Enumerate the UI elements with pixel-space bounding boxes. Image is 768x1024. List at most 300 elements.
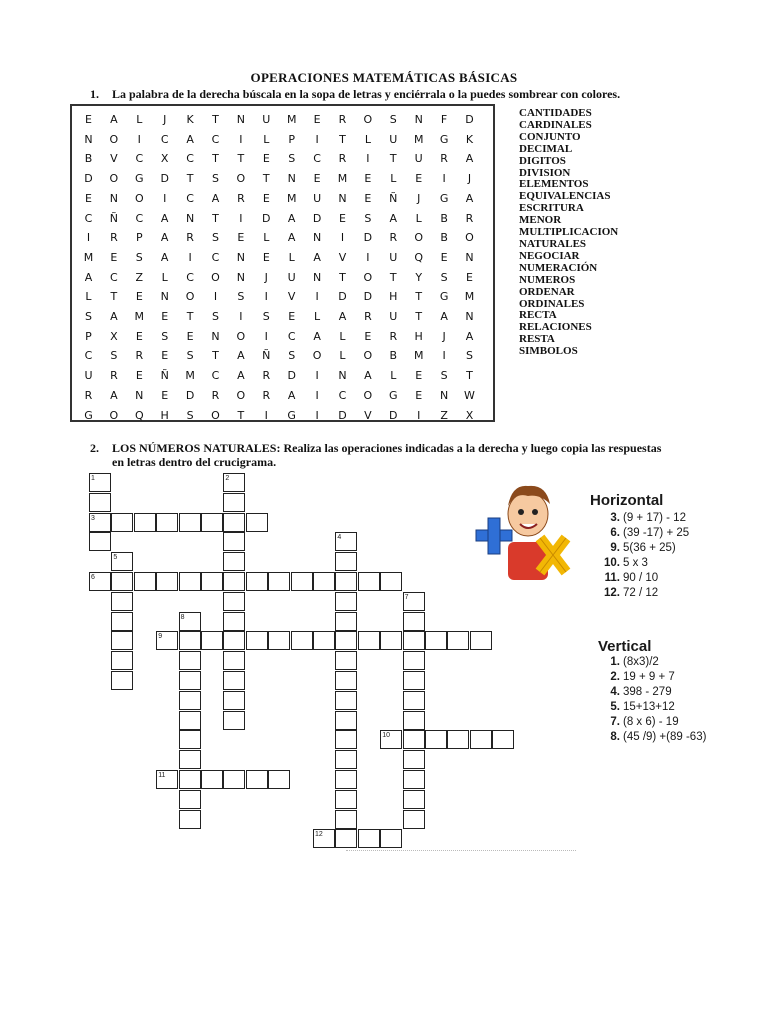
word-search-letter[interactable]: E — [161, 388, 170, 402]
word-search-letter[interactable]: L — [263, 231, 271, 245]
crossword-cell[interactable] — [111, 612, 133, 631]
crossword-cell[interactable] — [470, 730, 492, 749]
word-search-letter[interactable]: I — [442, 349, 447, 363]
crossword-cell[interactable] — [246, 631, 268, 650]
word-search-letter[interactable]: C — [287, 329, 297, 343]
crossword-cell[interactable] — [223, 612, 245, 631]
crossword-cell[interactable] — [201, 513, 223, 532]
word-search-letter[interactable]: S — [364, 211, 373, 225]
word-search-letter[interactable]: O — [363, 388, 374, 402]
word-search-letter[interactable]: D — [262, 211, 272, 225]
word-search-letter[interactable]: U — [414, 152, 424, 166]
word-search-letter[interactable]: S — [110, 349, 119, 363]
word-search-letter[interactable]: I — [340, 231, 346, 245]
word-search-letter[interactable]: C — [84, 349, 94, 363]
crossword-cell[interactable] — [134, 513, 156, 532]
crossword-cell[interactable] — [223, 711, 245, 730]
word-search-letter[interactable]: Z — [440, 408, 449, 422]
word-search-letter[interactable]: T — [212, 211, 220, 225]
word-search-letter[interactable]: P — [85, 329, 93, 343]
word-search-letter[interactable]: D — [465, 113, 475, 126]
word-search-letter[interactable]: S — [440, 369, 449, 383]
crossword-cell[interactable] — [111, 631, 133, 650]
word-search-letter[interactable]: M — [464, 290, 476, 304]
crossword-cell[interactable] — [335, 730, 357, 749]
crossword-cell[interactable] — [223, 691, 245, 710]
word-search-letter[interactable]: D — [363, 231, 374, 245]
crossword-cell[interactable] — [335, 651, 357, 670]
crossword-cell[interactable] — [201, 631, 223, 650]
word-search-letter[interactable]: A — [313, 250, 322, 264]
word-search-letter[interactable]: B — [389, 349, 399, 363]
word-search-letter[interactable]: U — [313, 191, 323, 205]
word-search-letter[interactable]: G — [439, 132, 450, 146]
word-search-letter[interactable]: D — [160, 172, 170, 186]
crossword-cell[interactable] — [111, 651, 133, 670]
word-search-letter[interactable]: C — [211, 250, 221, 264]
word-search-letter[interactable]: M — [337, 172, 349, 186]
word-search-letter[interactable]: S — [161, 329, 170, 343]
word-search-letter[interactable]: B — [84, 152, 94, 166]
word-search-letter[interactable]: E — [313, 113, 322, 126]
word-search-letter[interactable]: Ñ — [160, 369, 170, 383]
word-search-letter[interactable]: R — [110, 369, 119, 383]
word-search-letter[interactable]: L — [339, 329, 347, 343]
word-search-letter[interactable]: N — [465, 310, 475, 323]
crossword-cell[interactable] — [403, 750, 425, 769]
word-search-letter[interactable]: N — [236, 270, 246, 284]
crossword-cell[interactable] — [335, 691, 357, 710]
crossword-cell[interactable] — [156, 513, 178, 532]
word-search-letter[interactable]: E — [161, 349, 170, 363]
word-search-letter[interactable]: R — [262, 369, 272, 383]
word-search-letter[interactable]: O — [236, 388, 247, 402]
crossword-cell[interactable] — [223, 572, 245, 591]
word-search-letter[interactable]: G — [439, 191, 450, 205]
word-search-letter[interactable]: C — [211, 132, 221, 146]
word-search-letter[interactable]: B — [440, 211, 449, 225]
word-search-letter[interactable]: I — [86, 231, 92, 245]
crossword-cell[interactable] — [179, 730, 201, 749]
crossword-cell[interactable] — [403, 790, 425, 809]
word-search-letter[interactable]: X — [160, 152, 170, 166]
crossword-cell[interactable] — [403, 730, 425, 749]
crossword-cell[interactable] — [492, 730, 514, 749]
crossword-cell[interactable] — [403, 770, 425, 789]
crossword-cell[interactable] — [380, 572, 402, 591]
word-search-letter[interactable]: E — [364, 329, 373, 343]
word-search-letter[interactable]: S — [288, 349, 297, 363]
word-search-letter[interactable]: V — [110, 152, 119, 166]
crossword-cell[interactable] — [403, 671, 425, 690]
crossword-cell[interactable] — [403, 691, 425, 710]
crossword-cell[interactable] — [380, 631, 402, 650]
word-search-letter[interactable]: N — [439, 388, 450, 402]
word-search-letter[interactable]: E — [415, 369, 424, 383]
word-search-letter[interactable]: S — [262, 310, 271, 323]
crossword-cell[interactable] — [246, 513, 268, 532]
word-search-letter[interactable]: R — [338, 152, 348, 166]
word-search-letter[interactable]: Ñ — [389, 191, 399, 205]
crossword-cell[interactable] — [201, 770, 223, 789]
word-search-letter[interactable]: O — [312, 349, 323, 363]
crossword-cell[interactable] — [403, 612, 425, 631]
word-search-letter[interactable]: I — [264, 290, 269, 304]
word-search-letter[interactable]: B — [440, 231, 449, 245]
crossword-cell[interactable] — [223, 631, 245, 650]
crossword-cell[interactable] — [179, 671, 201, 690]
word-search-letter[interactable]: A — [313, 329, 322, 343]
word-search-letter[interactable]: C — [110, 270, 119, 284]
word-search-letter[interactable]: I — [315, 369, 320, 383]
word-search-letter[interactable]: E — [288, 310, 297, 323]
word-search-letter[interactable]: G — [389, 388, 399, 402]
word-search-letter[interactable]: A — [110, 310, 119, 323]
word-search-letter[interactable]: D — [84, 172, 94, 186]
word-search-letter[interactable]: L — [136, 113, 144, 126]
word-search-letter[interactable]: L — [339, 349, 347, 363]
word-search-letter[interactable]: Q — [134, 408, 145, 422]
word-search-letter[interactable]: Ñ — [262, 349, 272, 363]
crossword-cell[interactable] — [156, 572, 178, 591]
word-search-letter[interactable]: N — [135, 388, 145, 402]
word-search-letter[interactable]: I — [264, 408, 269, 422]
word-search-letter[interactable]: S — [237, 290, 246, 304]
word-search-letter[interactable]: G — [84, 408, 94, 422]
word-search-letter[interactable]: A — [160, 250, 170, 264]
word-search-letter[interactable]: D — [185, 388, 196, 402]
word-search-letter[interactable]: E — [262, 152, 271, 166]
word-search-letter[interactable]: E — [415, 388, 424, 402]
crossword-cell[interactable] — [111, 513, 133, 532]
word-search-letter[interactable]: G — [287, 408, 297, 422]
crossword-cell[interactable] — [335, 631, 357, 650]
word-search-letter[interactable]: R — [389, 329, 399, 343]
crossword-cell[interactable] — [89, 532, 111, 551]
word-search-letter[interactable]: O — [465, 231, 475, 245]
word-search-letter[interactable]: L — [364, 132, 372, 146]
crossword-cell[interactable] — [111, 572, 133, 591]
word-search-letter[interactable]: M — [413, 349, 425, 363]
word-search-letter[interactable]: D — [338, 408, 348, 422]
word-search-letter[interactable]: J — [442, 329, 447, 343]
word-search-letter[interactable]: L — [288, 250, 296, 264]
word-search-letter[interactable]: O — [109, 132, 120, 146]
word-search-letter[interactable]: E — [135, 290, 144, 304]
crossword-cell[interactable] — [291, 572, 313, 591]
word-search-letter[interactable]: A — [211, 191, 221, 205]
word-search-letter[interactable]: H — [414, 329, 424, 343]
word-search-letter[interactable]: D — [312, 211, 323, 225]
word-search-letter[interactable]: C — [211, 369, 221, 383]
crossword-cell[interactable] — [223, 532, 245, 551]
word-search-letter[interactable]: R — [237, 191, 246, 205]
word-search-letter[interactable]: W — [464, 388, 476, 402]
crossword-cell[interactable] — [223, 671, 245, 690]
word-search-letter[interactable]: T — [110, 290, 119, 304]
crossword-cell[interactable] — [403, 711, 425, 730]
word-search-letter[interactable]: Ñ — [109, 211, 119, 225]
word-search-letter[interactable]: I — [366, 152, 371, 166]
word-search-letter[interactable]: N — [160, 290, 170, 304]
word-search-letter[interactable]: I — [315, 388, 320, 402]
word-search-letter[interactable]: R — [211, 388, 221, 402]
word-search-letter[interactable]: J — [467, 172, 473, 186]
word-search-letter[interactable]: I — [366, 250, 371, 264]
crossword-cell[interactable] — [335, 770, 357, 789]
word-search-letter[interactable]: I — [315, 132, 320, 146]
crossword-cell[interactable] — [111, 671, 133, 690]
word-search-letter[interactable]: N — [338, 191, 348, 205]
crossword-cell[interactable] — [335, 810, 357, 829]
word-search-letter[interactable]: C — [84, 211, 94, 225]
crossword-cell[interactable] — [268, 770, 290, 789]
word-search-letter[interactable]: P — [288, 132, 296, 146]
word-search-letter[interactable]: S — [288, 152, 297, 166]
word-search-letter[interactable]: L — [85, 290, 93, 304]
word-search-letter[interactable]: T — [389, 270, 398, 284]
word-search-letter[interactable]: A — [110, 388, 119, 402]
word-search-letter[interactable]: S — [186, 408, 195, 422]
word-search-letter[interactable]: M — [286, 191, 298, 205]
word-search-letter[interactable]: R — [262, 388, 272, 402]
word-search-letter[interactable]: X — [110, 329, 119, 343]
word-search-letter[interactable]: S — [389, 113, 398, 126]
crossword-cell[interactable] — [380, 829, 402, 848]
word-search-letter[interactable]: C — [135, 152, 145, 166]
crossword-cell[interactable] — [403, 631, 425, 650]
word-search-letter[interactable]: X — [465, 408, 475, 422]
word-search-letter[interactable]: R — [84, 388, 94, 402]
word-search-letter[interactable]: L — [415, 211, 423, 225]
crossword-cell[interactable] — [335, 592, 357, 611]
word-search-letter[interactable]: Z — [135, 270, 145, 284]
word-search-letter[interactable]: I — [239, 211, 244, 225]
crossword-cell[interactable] — [403, 651, 425, 670]
crossword-cell[interactable] — [335, 750, 357, 769]
word-search-letter[interactable]: H — [389, 290, 399, 304]
word-search-letter[interactable]: A — [110, 113, 119, 126]
word-search-letter[interactable]: Y — [415, 270, 424, 284]
word-search-letter[interactable]: R — [440, 152, 449, 166]
word-search-letter[interactable]: E — [161, 310, 170, 323]
word-search-letter[interactable]: E — [135, 329, 144, 343]
word-search-letter[interactable]: T — [212, 349, 220, 363]
word-search-letter[interactable]: A — [338, 310, 348, 323]
word-search-letter[interactable]: A — [84, 270, 94, 284]
crossword-cell[interactable] — [179, 750, 201, 769]
word-search-letter[interactable]: N — [109, 191, 119, 205]
word-search-letter[interactable]: A — [465, 329, 475, 343]
word-search-letter[interactable]: E — [110, 250, 119, 264]
word-search-letter[interactable]: E — [339, 211, 347, 225]
word-search-letter[interactable]: L — [390, 369, 398, 383]
word-search-letter[interactable]: I — [137, 132, 142, 146]
word-search-letter[interactable]: C — [338, 388, 348, 402]
crossword-cell[interactable] — [335, 790, 357, 809]
word-search-letter[interactable]: T — [186, 310, 195, 323]
word-search-letter[interactable]: C — [313, 152, 322, 166]
word-search-letter[interactable]: O — [363, 270, 374, 284]
crossword-cell[interactable] — [358, 631, 380, 650]
crossword-cell[interactable] — [179, 770, 201, 789]
word-search-letter[interactable]: G — [135, 172, 145, 186]
word-search-letter[interactable]: T — [212, 113, 220, 126]
word-search-letter[interactable]: M — [413, 132, 425, 146]
crossword-cell[interactable] — [223, 592, 245, 611]
word-search-letter[interactable]: U — [389, 310, 399, 323]
crossword-cell[interactable] — [223, 770, 245, 789]
word-search-letter[interactable]: I — [188, 250, 193, 264]
crossword-cell[interactable] — [447, 631, 469, 650]
word-search-letter[interactable]: N — [414, 113, 424, 126]
word-search-letter[interactable]: A — [440, 310, 449, 323]
word-search-letter[interactable]: I — [417, 408, 422, 422]
crossword-cell[interactable] — [335, 829, 357, 848]
word-search-letter[interactable]: A — [465, 191, 475, 205]
word-search-letter[interactable]: K — [186, 113, 195, 126]
crossword-cell[interactable] — [313, 572, 335, 591]
crossword-cell[interactable] — [470, 631, 492, 650]
word-search-letter[interactable]: A — [160, 211, 170, 225]
crossword-cell[interactable] — [358, 572, 380, 591]
word-search-letter[interactable]: E — [440, 250, 449, 264]
word-search-letter[interactable]: J — [264, 270, 269, 284]
crossword-cell[interactable] — [268, 572, 290, 591]
word-search-letter[interactable]: U — [262, 113, 272, 126]
word-search-letter[interactable]: E — [85, 191, 93, 205]
word-search-letter[interactable]: V — [338, 250, 348, 264]
word-search-letter[interactable]: E — [364, 191, 373, 205]
word-search-letter[interactable]: R — [465, 211, 475, 225]
crossword-cell[interactable] — [425, 730, 447, 749]
crossword-cell[interactable] — [111, 592, 133, 611]
word-search-letter[interactable]: A — [237, 369, 246, 383]
word-search-letter[interactable]: O — [363, 113, 374, 126]
word-search-letter[interactable]: L — [314, 310, 322, 323]
word-search-letter[interactable]: S — [135, 250, 144, 264]
crossword-cell[interactable] — [201, 572, 223, 591]
crossword-cell[interactable] — [223, 513, 245, 532]
word-search-letter[interactable]: E — [262, 250, 271, 264]
word-search-letter[interactable]: T — [389, 152, 398, 166]
crossword-cell[interactable] — [179, 810, 201, 829]
word-search-letter[interactable]: N — [338, 369, 348, 383]
word-search-letter[interactable]: T — [186, 172, 195, 186]
word-search-letter[interactable]: A — [465, 152, 475, 166]
word-search-letter[interactable]: T — [466, 369, 474, 383]
word-search-letter[interactable]: J — [163, 113, 168, 126]
word-search-letter[interactable]: E — [237, 231, 246, 245]
word-search-letter[interactable]: V — [287, 290, 297, 304]
word-search-letter[interactable]: C — [160, 132, 170, 146]
word-search-letter[interactable]: D — [287, 369, 297, 383]
word-search-letter[interactable]: E — [186, 329, 195, 343]
word-search-letter[interactable]: A — [237, 349, 246, 363]
word-search-letter[interactable]: D — [389, 408, 399, 422]
word-search-letter[interactable]: I — [442, 172, 447, 186]
word-search-letter[interactable]: E — [262, 191, 271, 205]
word-search-letter[interactable]: O — [185, 290, 196, 304]
word-search-letter[interactable]: S — [212, 172, 220, 186]
word-search-letter[interactable]: C — [186, 191, 195, 205]
crossword-cell[interactable] — [291, 631, 313, 650]
crossword-cell[interactable] — [179, 513, 201, 532]
word-search-letter[interactable]: E — [364, 172, 373, 186]
word-search-letter[interactable]: A — [160, 231, 170, 245]
word-search-letter[interactable]: C — [186, 152, 195, 166]
word-search-letter[interactable]: P — [135, 231, 144, 245]
word-search-letter[interactable]: O — [134, 191, 145, 205]
word-search-letter[interactable]: N — [236, 113, 246, 126]
word-search-letter[interactable]: O — [363, 349, 374, 363]
word-search-letter[interactable]: O — [109, 408, 120, 422]
word-search-letter[interactable]: D — [363, 290, 374, 304]
word-search-letter[interactable]: N — [211, 329, 221, 343]
word-search-letter[interactable]: N — [312, 231, 323, 245]
crossword-cell[interactable] — [179, 711, 201, 730]
crossword-cell[interactable] — [246, 572, 268, 591]
word-search-letter[interactable]: N — [287, 172, 297, 186]
word-search-letter[interactable]: I — [315, 290, 320, 304]
word-search-letter[interactable]: A — [287, 231, 297, 245]
crossword-cell[interactable] — [89, 493, 111, 512]
word-search-letter[interactable]: J — [417, 191, 422, 205]
word-search-letter[interactable]: O — [211, 270, 221, 284]
crossword-cell[interactable] — [335, 552, 357, 571]
word-search-letter[interactable]: M — [286, 113, 298, 126]
crossword-cell[interactable] — [223, 651, 245, 670]
crossword-cell[interactable] — [335, 711, 357, 730]
word-search-letter[interactable]: K — [465, 132, 475, 146]
word-search-letter[interactable]: S — [212, 231, 220, 245]
word-search-letter[interactable]: L — [390, 172, 398, 186]
crossword-cell[interactable] — [179, 691, 201, 710]
word-search-letter[interactable]: T — [415, 310, 424, 323]
word-search-letter[interactable]: R — [110, 231, 119, 245]
word-search-letter[interactable]: T — [237, 152, 246, 166]
word-search-letter[interactable]: A — [287, 388, 297, 402]
word-search-letter[interactable]: M — [185, 369, 196, 383]
crossword-cell[interactable] — [223, 552, 245, 571]
crossword-cell[interactable] — [403, 810, 425, 829]
word-search-letter[interactable]: Q — [414, 250, 425, 264]
crossword-cell[interactable] — [425, 631, 447, 650]
word-search-letter[interactable]: O — [109, 172, 120, 186]
word-search-letter[interactable]: C — [135, 211, 145, 225]
word-search-letter[interactable]: S — [466, 349, 474, 363]
word-search-letter[interactable]: T — [415, 290, 424, 304]
crossword-cell[interactable] — [179, 631, 201, 650]
crossword-cell[interactable] — [335, 671, 357, 690]
word-search-letter[interactable]: I — [315, 408, 320, 422]
word-search-letter[interactable]: R — [186, 231, 195, 245]
word-search-letter[interactable]: T — [262, 172, 271, 186]
word-search-letter[interactable]: A — [186, 132, 195, 146]
word-search-letter[interactable]: R — [364, 310, 373, 323]
word-search-letter[interactable]: D — [338, 290, 348, 304]
word-search-letter[interactable]: O — [414, 231, 425, 245]
word-search-letter[interactable]: M — [83, 250, 95, 264]
word-search-letter[interactable]: R — [135, 349, 145, 363]
word-search-letter[interactable]: S — [85, 310, 93, 323]
word-search-letter[interactable]: R — [389, 231, 399, 245]
word-search-letter[interactable]: E — [85, 113, 93, 126]
word-search-letter[interactable]: T — [339, 270, 347, 284]
word-search-letter[interactable]: O — [211, 408, 221, 422]
word-search-letter[interactable]: N — [236, 250, 246, 264]
crossword-cell[interactable] — [268, 631, 290, 650]
